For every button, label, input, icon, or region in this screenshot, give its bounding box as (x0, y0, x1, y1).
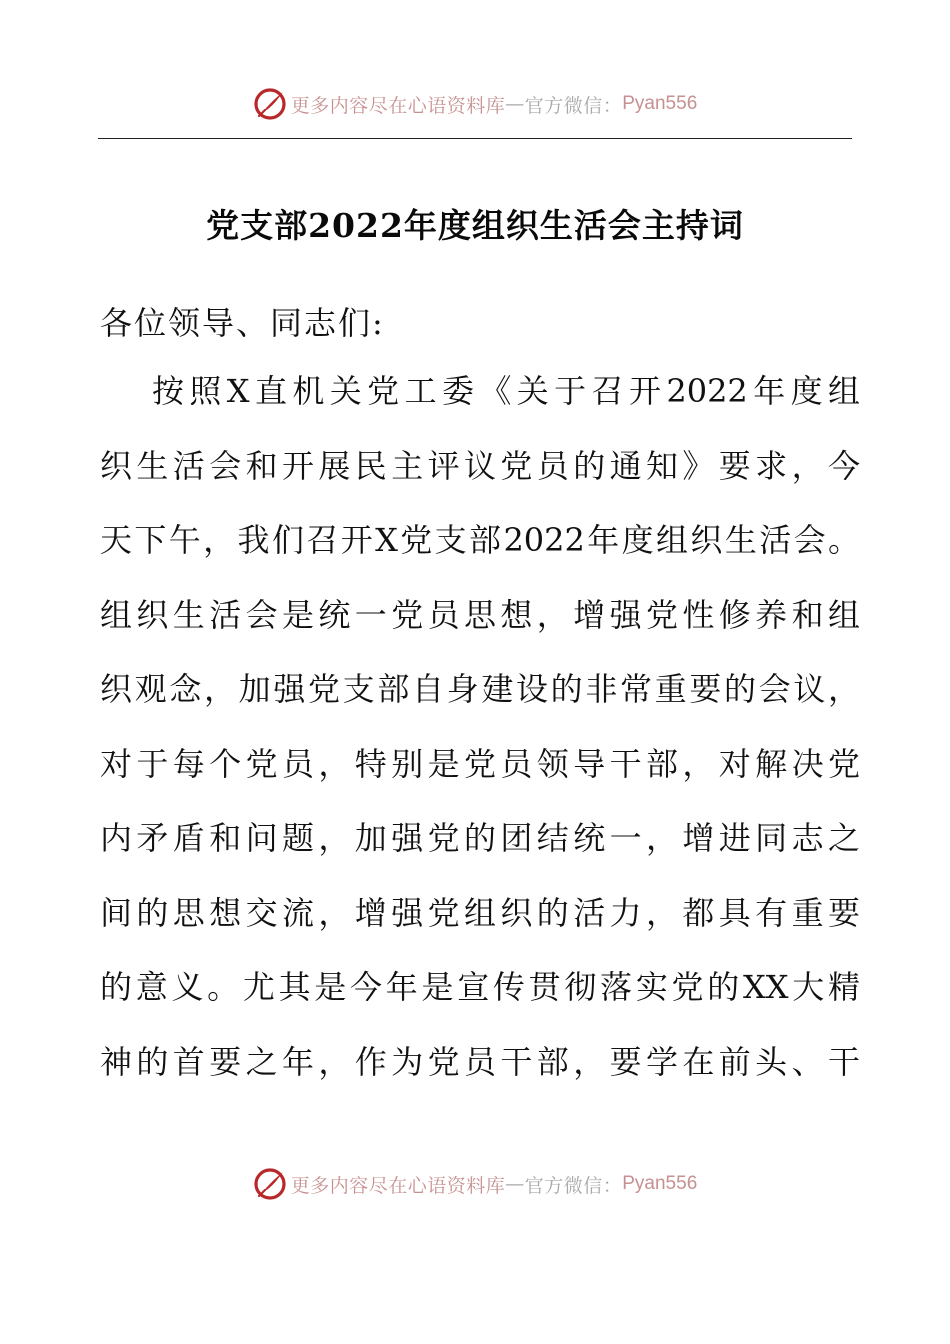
header-banner-dash: — (505, 93, 525, 115)
footer-wechat-label: 官方微信： (524, 1174, 623, 1197)
body-line: 神的首要之年，作为党员干部，要学在前头、干 (100, 1042, 860, 1081)
header-banner (0, 84, 950, 124)
footer-banner-dash: — (505, 1173, 525, 1195)
body-paragraph (100, 366, 860, 1111)
body-line: 对于每个党员，特别是党员领导干部，对解决党 (100, 744, 860, 783)
footer-banner-text: 更多内容尽在心语资料库 (290, 1174, 506, 1197)
quill-logo-icon (253, 1167, 287, 1201)
header-wechat-label: 官方微信： (524, 94, 623, 117)
footer-banner (0, 1164, 950, 1204)
document-title: 党支部2022年度组织生活会主持词 (206, 206, 744, 245)
body-line: 按照X直机关党工委《关于召开2022年度组 (152, 372, 860, 410)
body-line: 织生活会和开展民主评议党员的通知》要求，今 (100, 446, 860, 485)
body-line: 间的思想交流，增强党组织的活力，都具有重要 (100, 893, 860, 932)
body-line: 天下午，我们召开X党支部2022年度组织生活会。 (100, 521, 860, 559)
quill-logo-icon (253, 87, 287, 121)
salutation: 各位领导、同志们: (100, 304, 385, 342)
footer-wechat-id: Pyan556 (622, 1173, 698, 1194)
body-line: 的意义。尤其是今年是宣传贯彻落实党的XX大精 (100, 968, 860, 1006)
body-line: 内矛盾和问题，加强党的团结统一，增进同志之 (100, 819, 860, 857)
body-line: 织观念，加强党支部自身建设的非常重要的会议， (100, 670, 860, 708)
header-banner-text: 更多内容尽在心语资料库 (290, 94, 506, 117)
body-line: 组织生活会是统一党员思想，增强党性修养和组 (100, 595, 860, 634)
header-divider (98, 138, 852, 139)
header-wechat-id: Pyan556 (622, 93, 698, 114)
